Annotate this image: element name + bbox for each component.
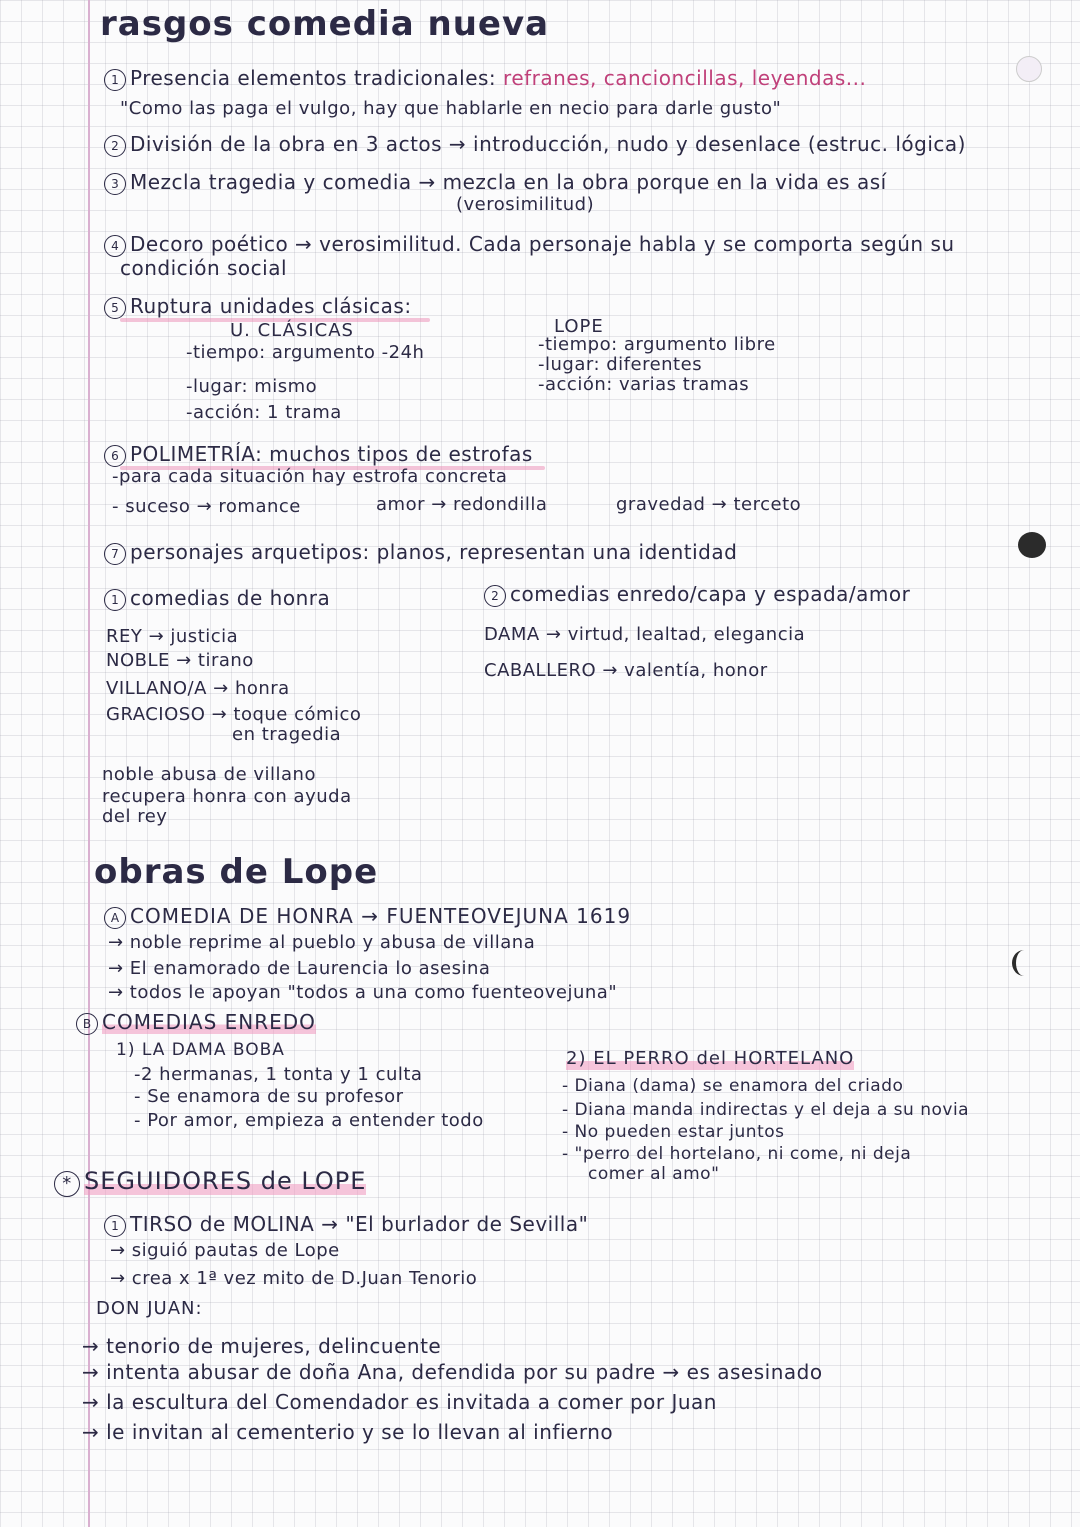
item-1-quote: "Como las paga el vulgo, hay que hablarle en necio para darle gusto" xyxy=(120,98,782,119)
item-number: 5 xyxy=(104,297,126,319)
page-margin-line xyxy=(88,0,90,1527)
dama-boba-title: 1) LA DAMA BOBA xyxy=(116,1040,285,1060)
dama-boba-line: -2 hermanas, 1 tonta y 1 culta xyxy=(134,1064,423,1085)
item-3-sub: (verosimilitud) xyxy=(456,194,595,215)
perro-line: - "perro del hortelano, ni come, ni deja xyxy=(562,1144,912,1164)
donjuan-heading: DON JUAN: xyxy=(96,1298,203,1319)
clasicas-line: -tiempo: argumento -24h xyxy=(186,342,425,363)
clasicas-heading: U. CLÁSICAS xyxy=(230,320,354,341)
item-1 xyxy=(104,66,866,91)
enredo-line: DAMA → virtud, lealtad, elegancia xyxy=(484,624,806,645)
item-number: 2 xyxy=(104,135,126,157)
seguidores-label: SEGUIDORES de LOPE xyxy=(84,1167,367,1195)
clasicas-line: -lugar: mismo xyxy=(186,376,318,397)
lope-line: -lugar: diferentes xyxy=(538,354,703,375)
binder-hole-3 xyxy=(1012,950,1036,976)
item-label: División de la obra en 3 actos → introducción, nudo y desenlace (estruc. lógica) xyxy=(130,132,966,156)
lope-line: -tiempo: argumento libre xyxy=(538,334,776,355)
section-title-obras: obras de Lope xyxy=(94,852,379,892)
obra-label: B xyxy=(76,1013,98,1035)
seguidores-title xyxy=(54,1166,366,1197)
dama-boba-line: - Por amor, empieza a entender todo xyxy=(134,1110,484,1131)
honra-line: en tragedia xyxy=(232,724,342,745)
tirso-heading xyxy=(104,1212,588,1237)
honra-line: NOBLE → tirano xyxy=(106,650,254,671)
item-7 xyxy=(104,540,737,565)
binder-hole-2 xyxy=(1018,532,1046,558)
item-number: 7 xyxy=(104,543,126,565)
honra-note: recupera honra con ayuda xyxy=(102,786,352,807)
honra-line: VILLANO/A → honra xyxy=(106,678,290,699)
tirso-label: TIRSO de MOLINA → "El burlador de Sevilla" xyxy=(130,1212,589,1236)
polimetria-suceso: - suceso → romance xyxy=(112,496,301,517)
item-label: Ruptura unidades clásicas: xyxy=(130,294,412,318)
honra-line: REY → justicia xyxy=(106,626,239,647)
tirso-line: → crea x 1ª vez mito de D.Juan Tenorio xyxy=(110,1268,478,1289)
asterisk-icon: * xyxy=(54,1171,80,1197)
donjuan-line: → tenorio de mujeres, delincuente xyxy=(82,1334,442,1358)
obra-title: COMEDIA DE HONRA → FUENTEOVEJUNA 1619 xyxy=(130,904,632,928)
binder-hole-1 xyxy=(1016,56,1042,82)
tirso-line: → siguió pautas de Lope xyxy=(110,1240,340,1261)
item-number: 2 xyxy=(484,585,506,607)
item-label: Decoro poético → verosimilitud. Cada personaje habla y se comporta según su xyxy=(130,232,955,256)
item-extra: refranes, cancioncillas, leyendas... xyxy=(503,66,867,90)
enredo-line: CABALLERO → valentía, honor xyxy=(484,660,768,681)
obra-a-line: → El enamorado de Laurencia lo asesina xyxy=(108,958,491,979)
item-number: 1 xyxy=(104,69,126,91)
donjuan-line: → intenta abusar de doña Ana, defendida por su padre → es asesinado xyxy=(82,1360,823,1384)
honra-note: noble abusa de villano xyxy=(102,764,316,785)
perro-line: - Diana manda indirectas y el deja a su novia xyxy=(562,1100,970,1120)
page-title: rasgos comedia nueva xyxy=(100,4,550,44)
item-6 xyxy=(104,442,533,467)
honra-note: del rey xyxy=(102,806,168,827)
obra-title: COMEDIAS ENREDO xyxy=(102,1010,316,1034)
perro-title: 2) EL PERRO del HORTELANO xyxy=(566,1048,855,1069)
polimetria-amor: amor → redondilla xyxy=(376,494,548,515)
item-3 xyxy=(104,170,887,195)
item-label: personajes arquetipos: planos, representan una identidad xyxy=(130,540,738,564)
enredo-heading xyxy=(484,582,910,607)
item-number: 1 xyxy=(104,589,126,611)
donjuan-line: → le invitan al cementerio y se lo llevan al infierno xyxy=(82,1420,614,1444)
perro-line: - Diana (dama) se enamora del criado xyxy=(562,1076,904,1096)
item-number: 6 xyxy=(104,445,126,467)
item-label: POLIMETRÍA: muchos tipos de estrofas xyxy=(130,442,533,466)
obra-label: A xyxy=(104,907,126,929)
item-5 xyxy=(104,294,412,319)
item-6-sub: -para cada situación hay estrofa concreta xyxy=(112,466,508,487)
lope-line: -acción: varias tramas xyxy=(538,374,750,395)
honra-heading xyxy=(104,586,330,611)
honra-label: comedias de honra xyxy=(130,586,331,610)
item-number: 4 xyxy=(104,235,126,257)
polimetria-gravedad: gravedad → terceto xyxy=(616,494,802,515)
perro-line: - No pueden estar juntos xyxy=(562,1122,785,1142)
item-4 xyxy=(104,232,955,257)
clasicas-line: -acción: 1 trama xyxy=(186,402,342,423)
dama-boba-line: - Se enamora de su profesor xyxy=(134,1086,404,1107)
obra-a-line: → noble reprime al pueblo y abusa de villana xyxy=(108,932,536,953)
donjuan-line: → la escultura del Comendador es invitada a comer por Juan xyxy=(82,1390,717,1414)
item-label: Presencia elementos tradicionales: xyxy=(130,66,497,90)
enredo-label: comedias enredo/capa y espada/amor xyxy=(510,582,911,606)
lope-heading: LOPE xyxy=(554,316,604,337)
item-2 xyxy=(104,132,966,157)
obra-a-title xyxy=(104,904,631,929)
item-number: 1 xyxy=(104,1215,126,1237)
perro-line: comer al amo" xyxy=(588,1164,720,1184)
item-number: 3 xyxy=(104,173,126,195)
item-label: Mezcla tragedia y comedia → mezcla en la obra porque en la vida es así xyxy=(130,170,887,194)
honra-line: GRACIOSO → toque cómico xyxy=(106,704,362,725)
obra-a-line: → todos le apoyan "todos a una como fuenteovejuna" xyxy=(108,982,618,1003)
item-4-sub: condición social xyxy=(120,256,288,280)
obra-b-title xyxy=(76,1010,316,1035)
